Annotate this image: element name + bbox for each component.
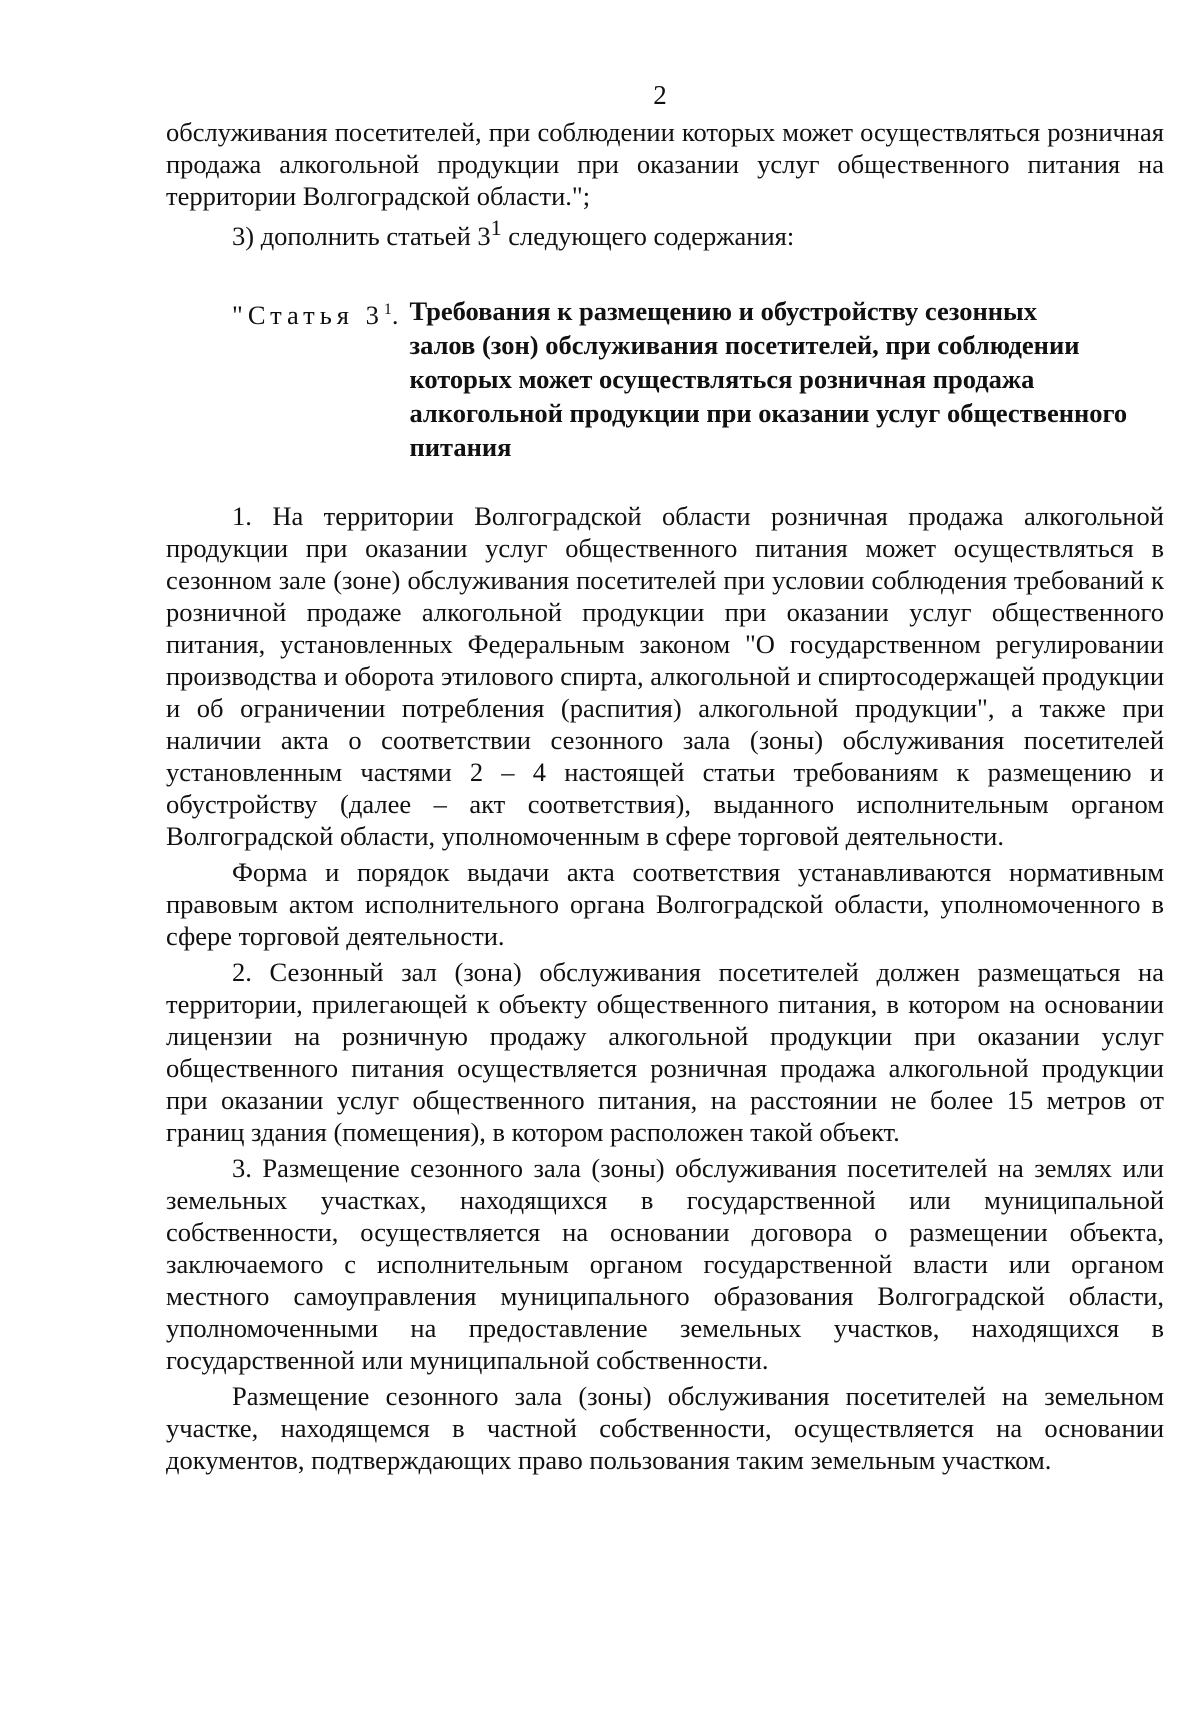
article-title-line-1: Требования к размещению и обустройству сезонных xyxy=(409,295,1037,326)
article-label-dot: . xyxy=(391,299,404,330)
paragraph-part-1: 1. На территории Волгоградской области розничная продажа алкогольной продукции при оказании услуг общественного питания может осуществляться в сезонном зале (зоне) обслуживания посетителей при условии соблюдения требований к розничной продаже алкогольной продукции при оказании услуг общественного питания, установленных Федеральным законом "О государственном регулировании производства и оборота этилового спирта, алкогольной и спиртосодержащей продукции и об ограничении потребления (распития) алкогольной продукции", а также при наличии акта о соответствии сезонного зала (зоны) обслуживания посетителей установленным частями 2 – 4 настоящей статьи требованиям к размещению и обустройству (далее – акт соответствия), выданного исполнительным органом Волгоградской области, уполномоченным в сфере торговой деятельности. xyxy=(166,500,1164,851)
page-number: 2 xyxy=(653,80,667,110)
article-title-rest: залов (зон) обслуживания посетителей, при соблюдении которых может осуществляться розничная продажа алкогольной продукции при оказании услуг общественного питания xyxy=(409,329,1128,462)
amendment-item-3-superscript: 1 xyxy=(490,215,502,240)
document-body xyxy=(166,116,1164,1476)
paragraph-act-form: Форма и порядок выдачи акта соответствия устанавливаются нормативным правовым актом исполнительного органа Волгоградской области, уполномоченного в сфере торговой деятельности. xyxy=(166,856,1164,951)
continuation-paragraph: обслуживания посетителей, при соблюдении которых может осуществляться розничная продажа алкогольной продукции при оказании услуг общественного питания на территории Волгоградской области."; xyxy=(166,117,1164,211)
article-heading xyxy=(232,294,1164,464)
article-label-superscript: 1 xyxy=(383,300,392,318)
paragraph-part-3: 3. Размещение сезонного зала (зоны) обслуживания посетителей на землях или земельных участках, находящихся в государственной или муниципальной собственности, осуществляется на основании договора о размещении объекта, заключаемого с исполнительным органом государственной власти или органом местного самоуправления муниципального образования Волгоградской области, уполномоченными на предоставление земельных участков, находящихся в государственной или муниципальной собственности. xyxy=(166,1152,1164,1375)
article-label xyxy=(232,294,409,464)
amendment-item-3-text-end: следующего содержания: xyxy=(501,220,795,251)
amendment-item-3 xyxy=(232,212,1164,252)
paragraph-private-land: Размещение сезонного зала (зоны) обслуживания посетителей на земельном участке, находящемся в частной собственности, осуществляется на основании документов, подтверждающих право пользования таким земельным участком. xyxy=(166,1380,1164,1475)
paragraph-part-2: 2. Сезонный зал (зона) обслуживания посетителей должен размещаться на территории, прилегающей к объекту общественного питания, в котором на основании лицензии на розничную продажу алкогольной продукции при оказании услуг общественного питания осуществляется розничная продажа алкогольной продукции при оказании услуг общественного питания, на расстоянии не более 15 метров от границ здания (помещения), в котором расположен такой объект. xyxy=(166,956,1164,1147)
article-label-text: "Статья 3 xyxy=(232,299,384,330)
amendment-item-3-text: 3) дополнить статьей 3 xyxy=(232,220,491,251)
article-title xyxy=(409,294,1164,464)
